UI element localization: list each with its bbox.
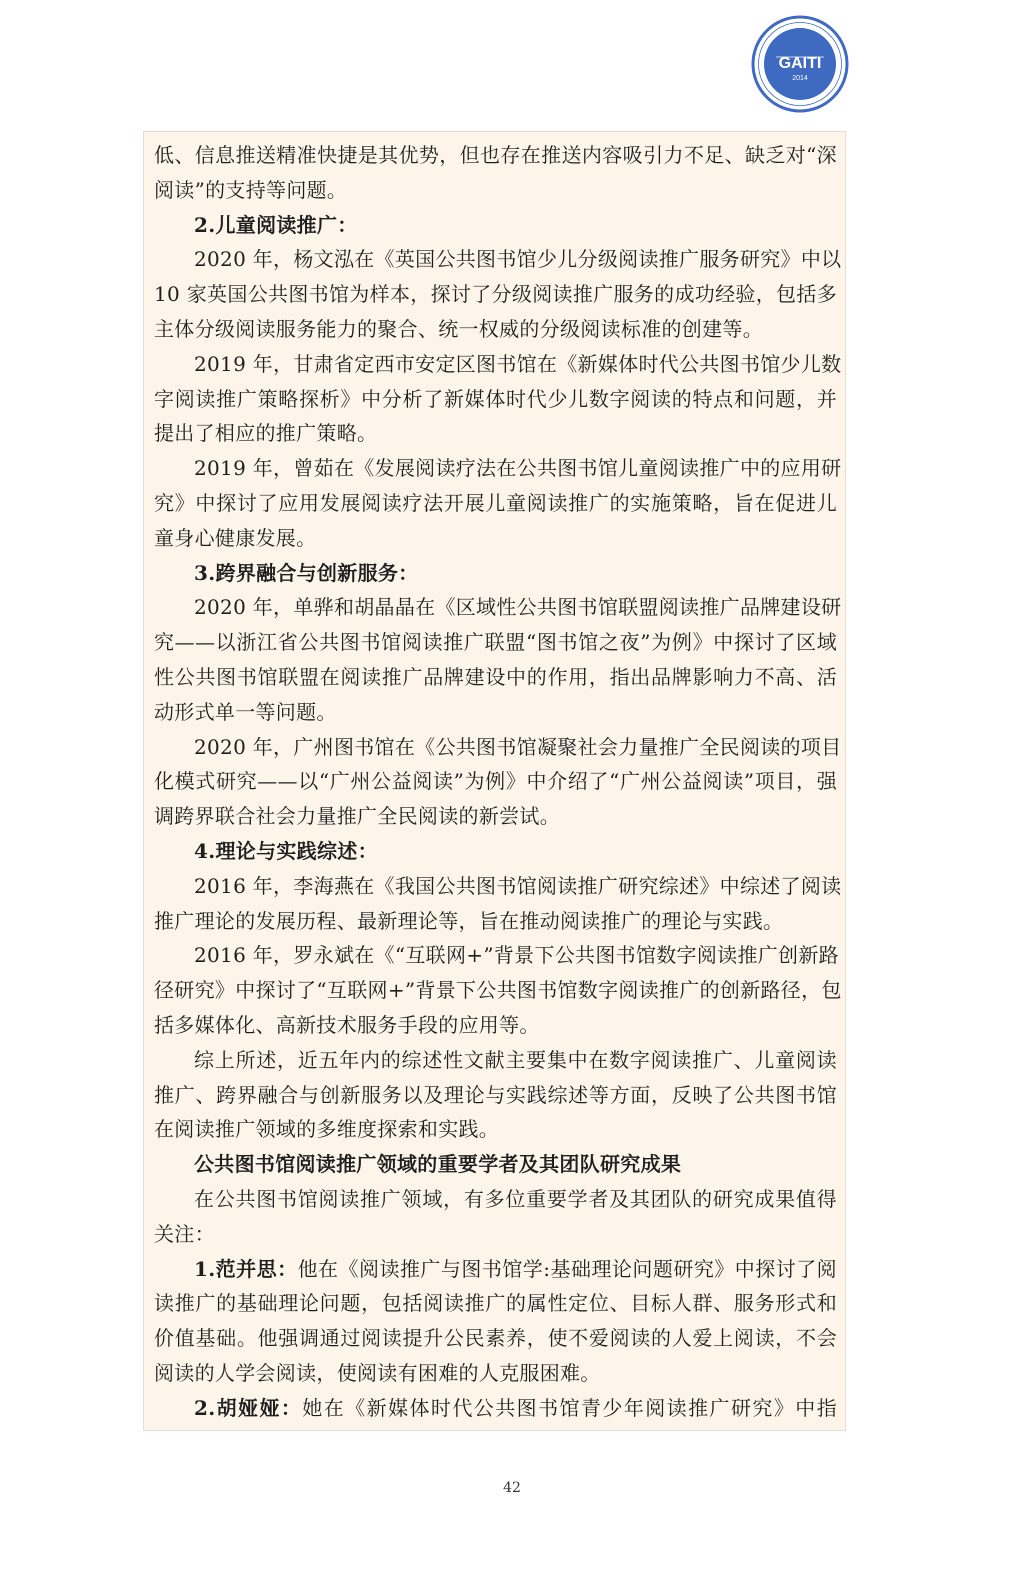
page-number: 42 bbox=[503, 1480, 521, 1496]
text-line: 10 家英国公共图书馆为样本，探讨了分级阅读推广服务的成功经验，包括多 bbox=[154, 282, 837, 307]
text-line: 字阅读推广策略探析》中分析了新媒体时代少儿数字阅读的特点和问题，并 bbox=[154, 386, 837, 411]
text-line: 化模式研究——以“广州公益阅读”为例》中介绍了“广州公益阅读”项目，强 bbox=[154, 769, 837, 794]
logo-year: 2014 bbox=[792, 75, 808, 82]
text-line: 提出了相应的推广策略。 bbox=[154, 421, 378, 446]
text-line bbox=[194, 1391, 837, 1425]
text-line: 关注： bbox=[154, 1221, 215, 1246]
section-heading: 3.跨界融合与创新服务： bbox=[194, 560, 419, 585]
text-line: 径研究》中探讨了“互联网+”背景下公共图书馆数字阅读推广的创新路径，包 bbox=[154, 978, 842, 1003]
text-line bbox=[194, 1252, 837, 1286]
text-line: 综上所述，近五年内的综述性文献主要集中在数字阅读推广、儿童阅读 bbox=[194, 1047, 837, 1072]
logo-name: GAITI bbox=[778, 55, 822, 72]
text-line: 括多媒体化、高新技术服务手段的应用等。 bbox=[154, 1013, 540, 1037]
scholar-name: 1.范并思： bbox=[194, 1256, 298, 1281]
text-line: 2019 年，曾茹在《发展阅读疗法在公共图书馆儿童阅读推广中的应用研 bbox=[194, 456, 842, 481]
text-line: 童身心健康发展。 bbox=[154, 525, 317, 550]
text-line: 在公共图书馆阅读推广领域，有多位重要学者及其团队的研究成果值得 bbox=[194, 1187, 837, 1211]
text-line: 阅读的人学会阅读，使阅读有困难的人克服困难。 bbox=[154, 1361, 601, 1385]
section-heading: 公共图书馆阅读推广领域的重要学者及其团队研究成果 bbox=[194, 1152, 682, 1177]
text-line: 推广、跨界融合与创新服务以及理论与实践综述等方面，反映了公共图书馆 bbox=[154, 1082, 837, 1107]
text-line: 2019 年，甘肃省定西市安定区图书馆在《新媒体时代公共图书馆少儿数 bbox=[194, 351, 842, 376]
section-heading: 4.理论与实践综述： bbox=[194, 839, 378, 863]
text-line: 2020 年，单骅和胡晶晶在《区域性公共图书馆联盟阅读推广品牌建设研 bbox=[194, 595, 842, 620]
text-line: 2020 年，杨文泓在《英国公共图书馆少儿分级阅读推广服务研究》中以 bbox=[194, 247, 842, 272]
text-line: 动形式单一等问题。 bbox=[154, 699, 337, 724]
text-line: 主体分级阅读服务能力的聚合、统一权威的分级阅读标准的创建等。 bbox=[154, 317, 763, 341]
text-line: 究——以浙江省公共图书馆阅读推广联盟“图书馆之夜”为例》中探讨了区域 bbox=[154, 630, 837, 655]
gaiti-logo bbox=[750, 14, 850, 114]
text-line: 阅读”的支持等问题。 bbox=[154, 177, 348, 202]
text-line: 2016 年，李海燕在《我国公共图书馆阅读推广研究综述》中综述了阅读 bbox=[194, 873, 842, 898]
text-line: 读推广的基础理论问题，包括阅读推广的属性定位、目标人群、服务形式和 bbox=[154, 1291, 837, 1316]
text-line: 2020 年，广州图书馆在《公共图书馆凝聚社会力量推广全民阅读的项目 bbox=[194, 734, 842, 759]
scholar-name: 2.胡娅娅： bbox=[194, 1395, 303, 1420]
text-line: 究》中探讨了应用发展阅读疗法开展儿童阅读推广的实施策略，旨在促进儿 bbox=[154, 491, 837, 515]
text-line: 性公共图书馆联盟在阅读推广品牌建设中的作用，指出品牌影响力不高、活 bbox=[154, 665, 837, 689]
text-line: 2016 年，罗永斌在《“互联网+”背景下公共图书馆数字阅读推广创新路 bbox=[194, 943, 839, 968]
text-line: 推广理论的发展历程、最新理论等，旨在推动阅读推广的理论与实践。 bbox=[154, 908, 784, 933]
text-line: 调跨界联合社会力量推广全民阅读的新尝试。 bbox=[154, 804, 560, 829]
text-span: 她在《新媒体时代公共图书馆青少年阅读推广研究》中指 bbox=[302, 1395, 837, 1420]
text-line: 价值基础。他强调通过阅读提升公民素养，使不爱阅读的人爱上阅读，不会 bbox=[154, 1326, 837, 1351]
text-line: 在阅读推广领域的多维度探索和实践。 bbox=[154, 1117, 500, 1142]
text-span: 他在《阅读推广与图书馆学:基础理论问题研究》中探讨了阅 bbox=[297, 1256, 837, 1281]
text-panel bbox=[143, 131, 846, 1431]
text-line: 低、信息推送精准快捷是其优势，但也存在推送内容吸引力不足、缺乏对“深 bbox=[154, 143, 837, 167]
section-heading: 2.儿童阅读推广： bbox=[194, 212, 358, 237]
